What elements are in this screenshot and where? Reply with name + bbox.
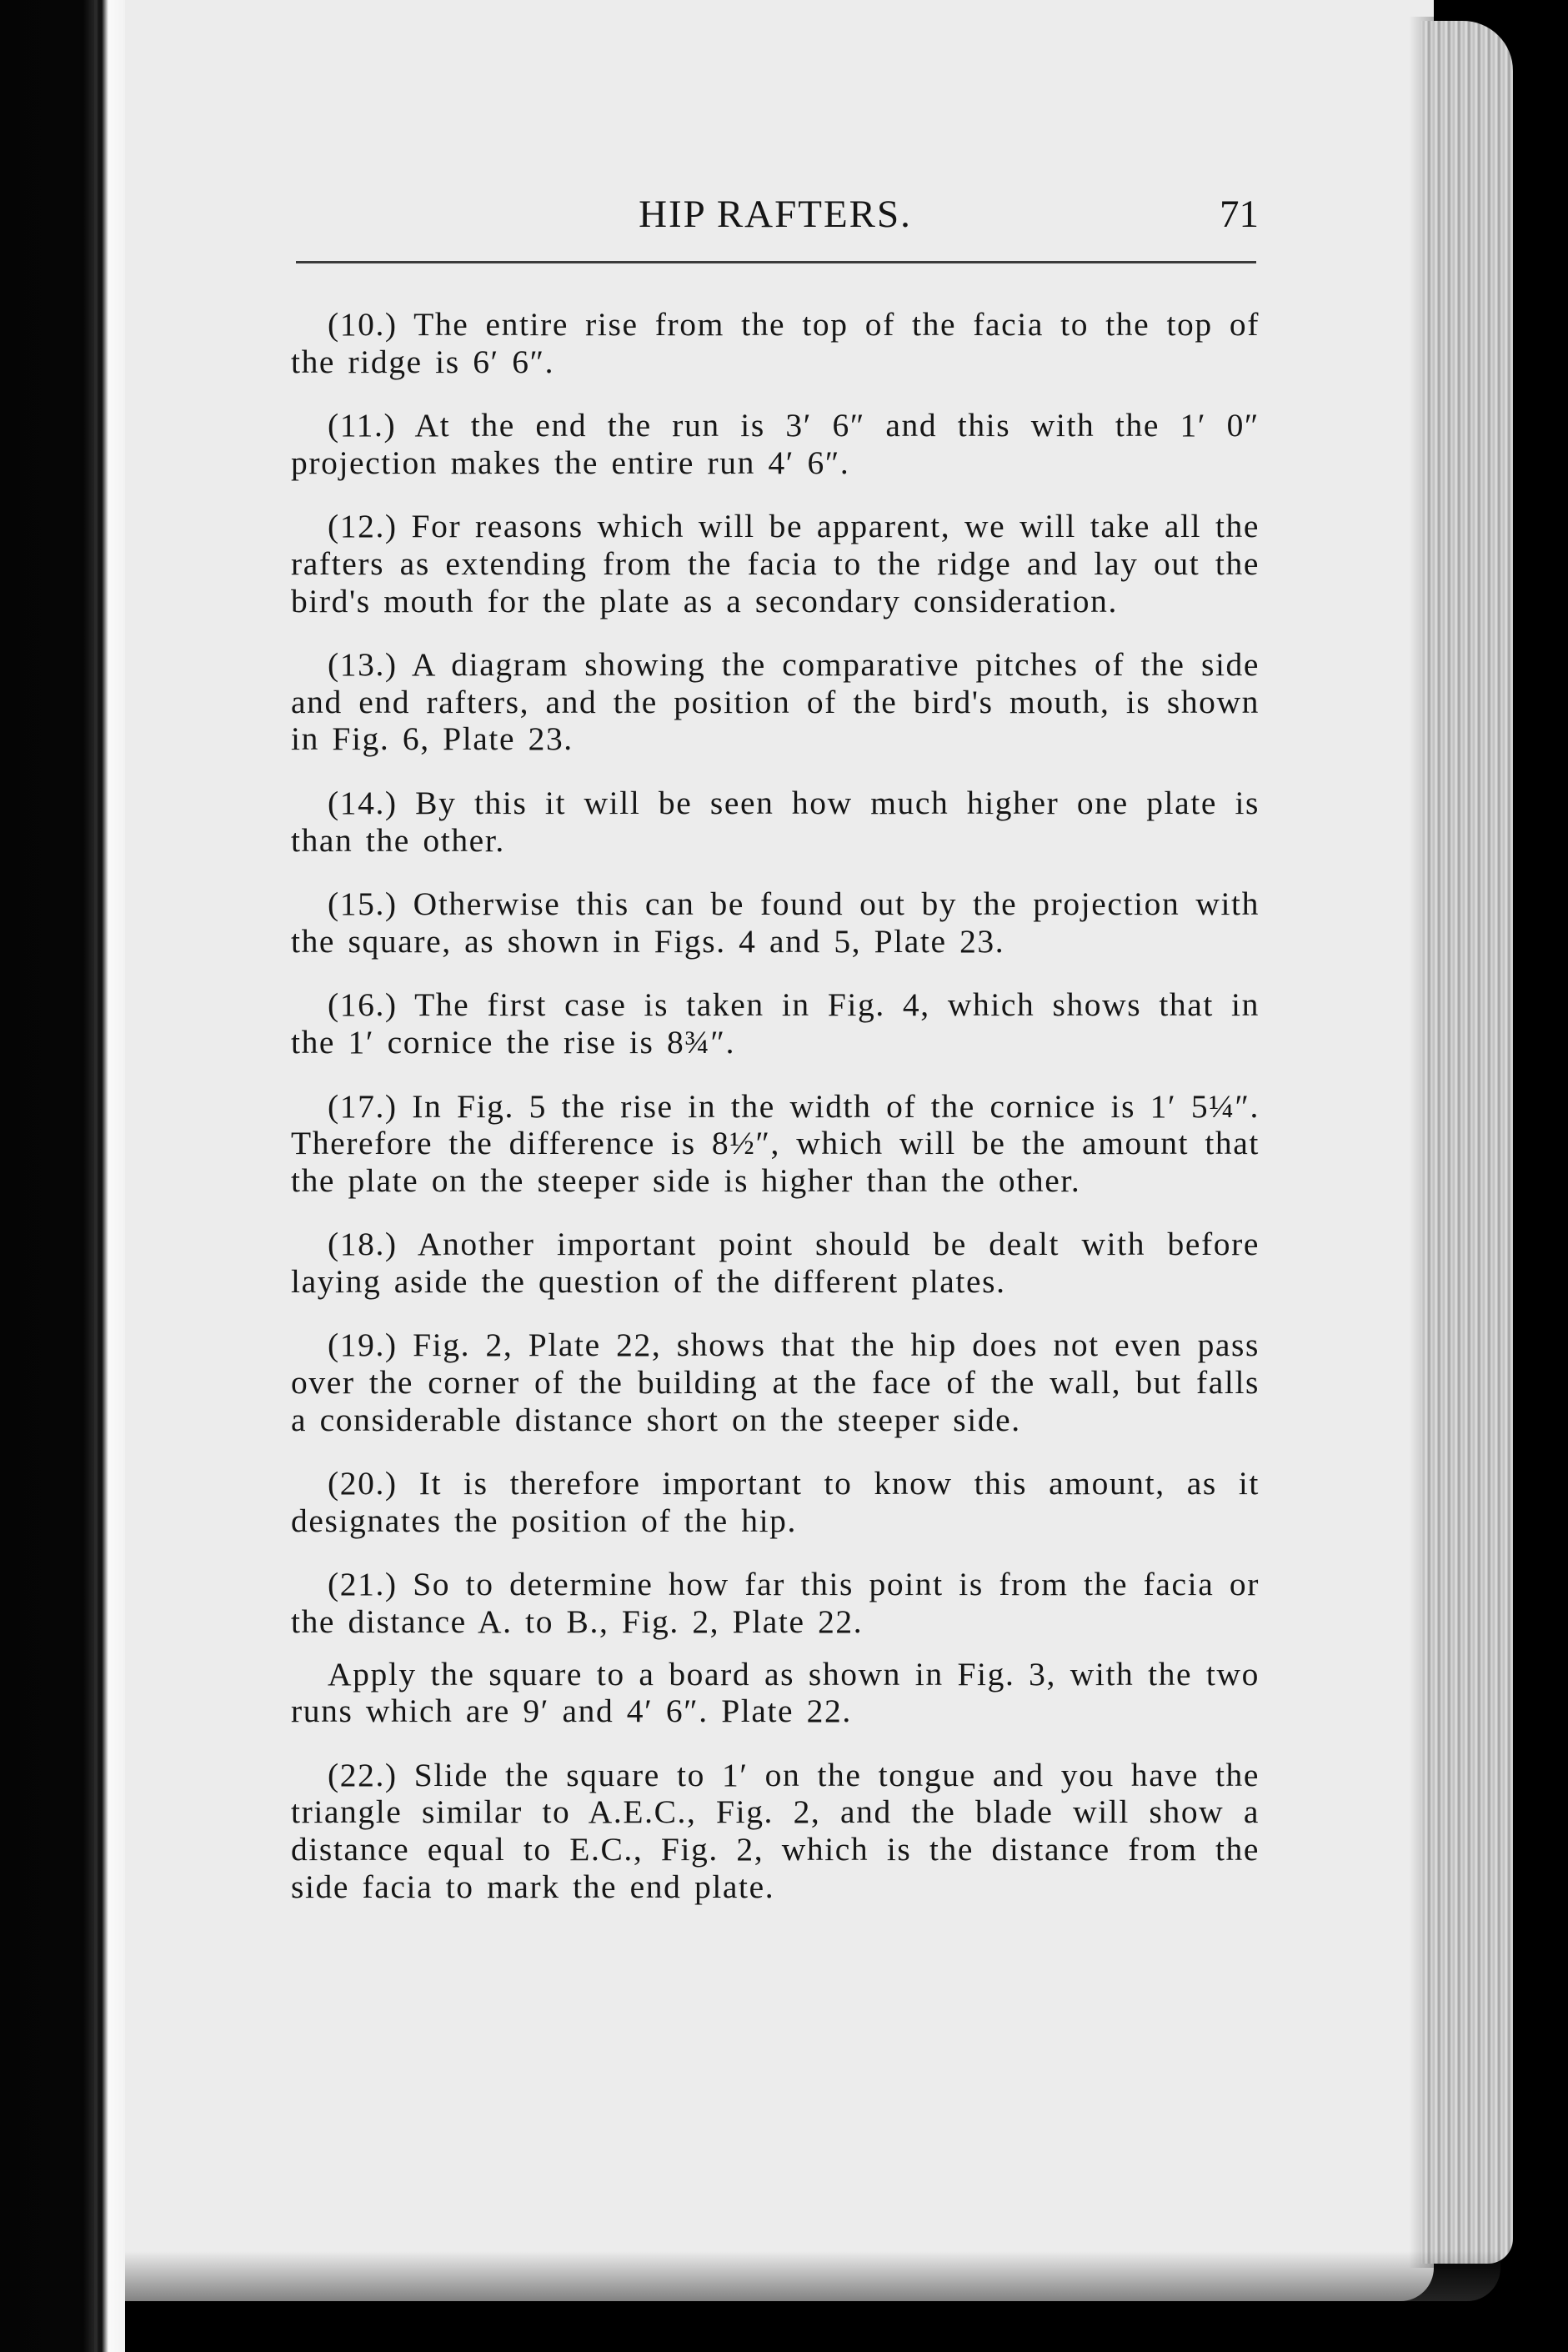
- paragraph-19: (19.) Fig. 2, Plate 22, shows that the hip does not even pass over the corner of the building at the face of the wall, but falls a considerable distance short on the steeper side.: [291, 1326, 1260, 1438]
- paragraph-21-continued: Apply the square to a board as shown in Fig. 3, with the two runs which are 9′ and 4′ 6″. Plate 22.: [291, 1655, 1260, 1730]
- body-text: [291, 306, 1260, 1932]
- running-head: [292, 192, 1259, 250]
- page-number: 71: [1220, 193, 1259, 236]
- left-page-edge: [0, 0, 125, 2352]
- paragraph-22: (22.) Slide the square to 1′ on the tongue and you have the triangle similar to A.E.C., Fig. 2, and the blade will show a distance equal to E.C., Fig. 2, which is the distance from the side facia to mark the end plate.: [291, 1756, 1260, 1905]
- paragraph-18: (18.) Another important point should be dealt with before laying aside the question of the different plates.: [291, 1226, 1260, 1300]
- book-gutter-line: [94, 0, 98, 2352]
- header-rule: [296, 261, 1256, 263]
- paragraph-20: (20.) It is therefore important to know this amount, as it designates the position of the hip.: [291, 1465, 1260, 1539]
- paragraph-15: (15.) Otherwise this can be found out by the projection with the square, as shown in Figs. 4 and 5, Plate 23.: [291, 885, 1260, 960]
- page-bottom-shadow: [125, 2251, 1500, 2301]
- paragraph-16: (16.) The first case is taken in Fig. 4, which shows that in the 1′ cornice the rise is 8¾″.: [291, 986, 1260, 1061]
- paragraph-10: (10.) The entire rise from the top of the facia to the top of the ridge is 6′ 6″.: [291, 306, 1260, 380]
- page-stack-edge: [1421, 21, 1513, 2264]
- paragraph-11: (11.) At the end the run is 3′ 6″ and this with the 1′ 0″ projection makes the entire run 4′ 6″.: [291, 407, 1260, 481]
- paragraph-12: (12.) For reasons which will be apparent, we will take all the rafters as extending from the facia to the ridge and lay out the bird's mouth for the plate as a secondary consideration.: [291, 508, 1260, 619]
- paragraph-14: (14.) By this it will be seen how much higher one plate is than the other.: [291, 784, 1260, 859]
- paragraph-21: (21.) So to determine how far this point is from the facia or the distance A. to B., Fig. 2, Plate 22.: [291, 1566, 1260, 1641]
- paragraph-17: (17.) In Fig. 5 the rise in the width of the cornice is 1′ 5¼″. Therefore the difference is 8½″, which will be the amount that the plate on the steeper side is higher than the other.: [291, 1087, 1260, 1199]
- running-title: HIP RAFTERS.: [639, 193, 912, 236]
- paragraph-13: (13.) A diagram showing the comparative pitches of the side and end rafters, and the position of the bird's mouth, is shown in Fig. 6, Plate 23.: [291, 646, 1260, 758]
